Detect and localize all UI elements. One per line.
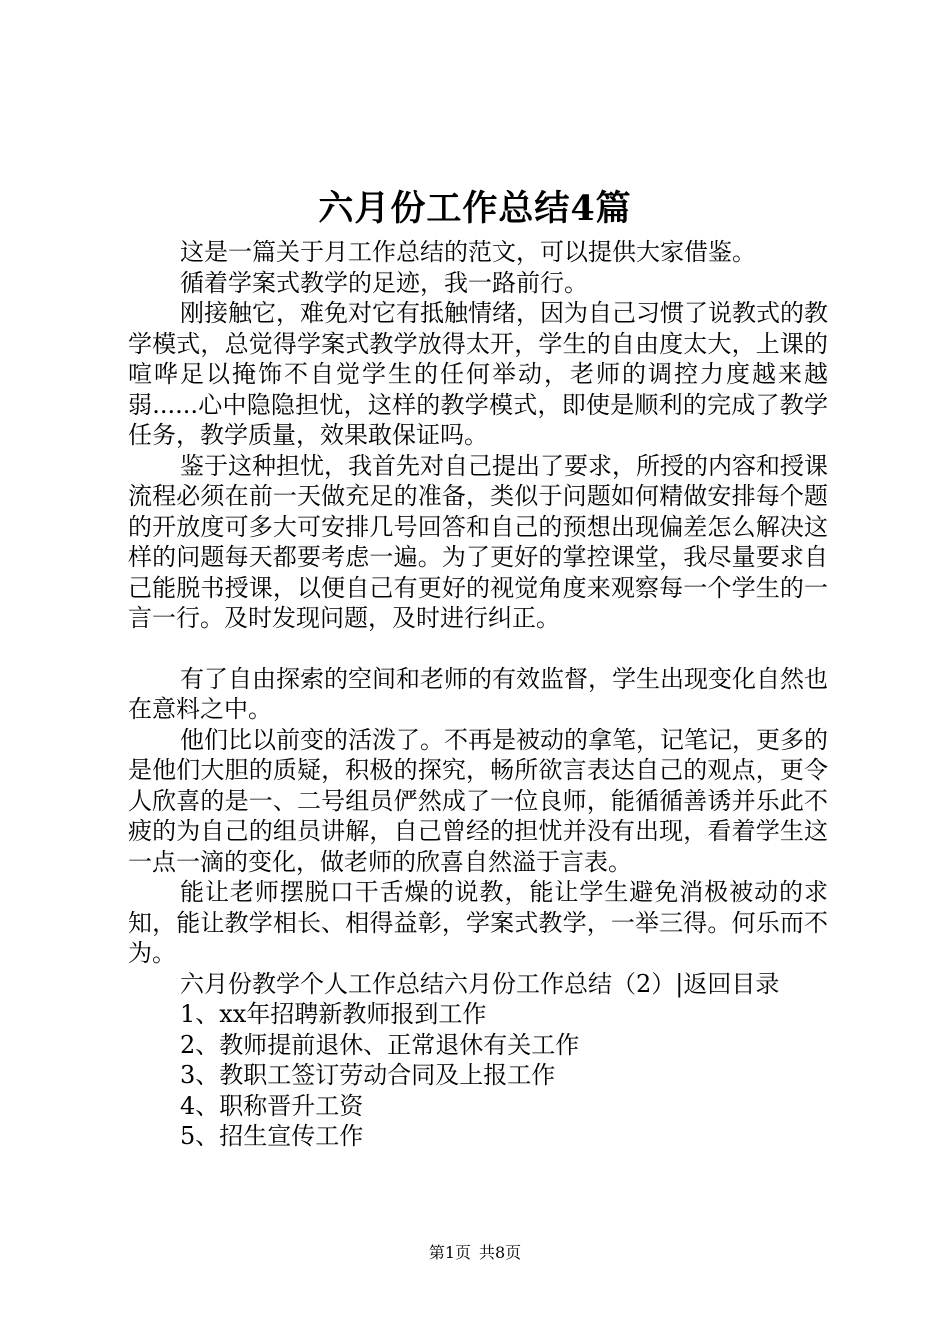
list-item: 2、教师提前退休、正常退休有关工作 xyxy=(180,1030,580,1059)
list-item: 3、教职工签订劳动合同及上报工作 xyxy=(180,1061,556,1089)
section-link-line[interactable]: 六月份教学个人工作总结六月份工作总结（2）|返回目录 xyxy=(180,969,780,998)
page-total: 共8页 xyxy=(479,1243,522,1262)
list-item: 1、xx年招聘新教师报到工作 xyxy=(180,1000,487,1028)
paragraph-intro: 这是一篇关于月工作总结的范文，可以提供大家借鉴。 xyxy=(180,238,756,266)
document-title: 六月份工作总结4篇 xyxy=(318,188,632,229)
paragraph: 他们比以前变的活泼了。不再是被动的拿笔，记笔记，更多的是他们大胆的质疑，积极的探究，畅所欲言表达自己的观点，更令人欣喜的是一、二号组员俨然成了一位良师，能循循善诱并乐此不疲的为自己的组员讲解，自己曾经的担忧并没有出现，看着学生这一点一滴的变化，做老师的欣喜自然溢于言表。 xyxy=(128,725,828,876)
list-item: 5、招生宣传工作 xyxy=(180,1122,364,1150)
paragraph: 能让老师摆脱口干舌燥的说教，能让学生避免消极被动的求知，能让教学相长、相得益彰，学案式教学，一举三得。何乐而不为。 xyxy=(128,878,828,967)
page-number: 第1页 xyxy=(428,1243,471,1262)
list-item: 4、职称晋升工资 xyxy=(180,1091,364,1120)
paragraph: 有了自由探索的空间和老师的有效监督，学生出现变化自然也在意料之中。 xyxy=(128,664,828,723)
paragraph: 循着学案式教学的足迹，我一路前行。 xyxy=(180,268,588,297)
paragraph: 鉴于这种担忧，我首先对自己提出了要求，所授的内容和授课流程必须在前一天做充足的准备，类似于问题如何精做安排每个题的开放度可多大可安排几号回答和自己的预想出现偏差怎么解决这样的问题每天都要考虑一遍。为了更好的掌控课堂，我尽量要求自己能脱书授课，以便自己有更好的视觉角度来观察每一个学生的一言一行。及时发现问题，及时进行纠正。 xyxy=(128,451,828,632)
page-footer xyxy=(0,1242,950,1264)
document-body xyxy=(128,237,828,1152)
paragraph: 刚接触它，难免对它有抵触情绪，因为自己习惯了说教式的教学模式，总觉得学案式教学放得太开，学生的自由度太大，上课的喧哗足以掩饰不自觉学生的任何举动，老师的调控力度越来越弱......心中隐隐担忧，这样的教学模式，即使是顺利的完成了教学任务，教学质量，效果敢保证吗。 xyxy=(128,299,828,449)
